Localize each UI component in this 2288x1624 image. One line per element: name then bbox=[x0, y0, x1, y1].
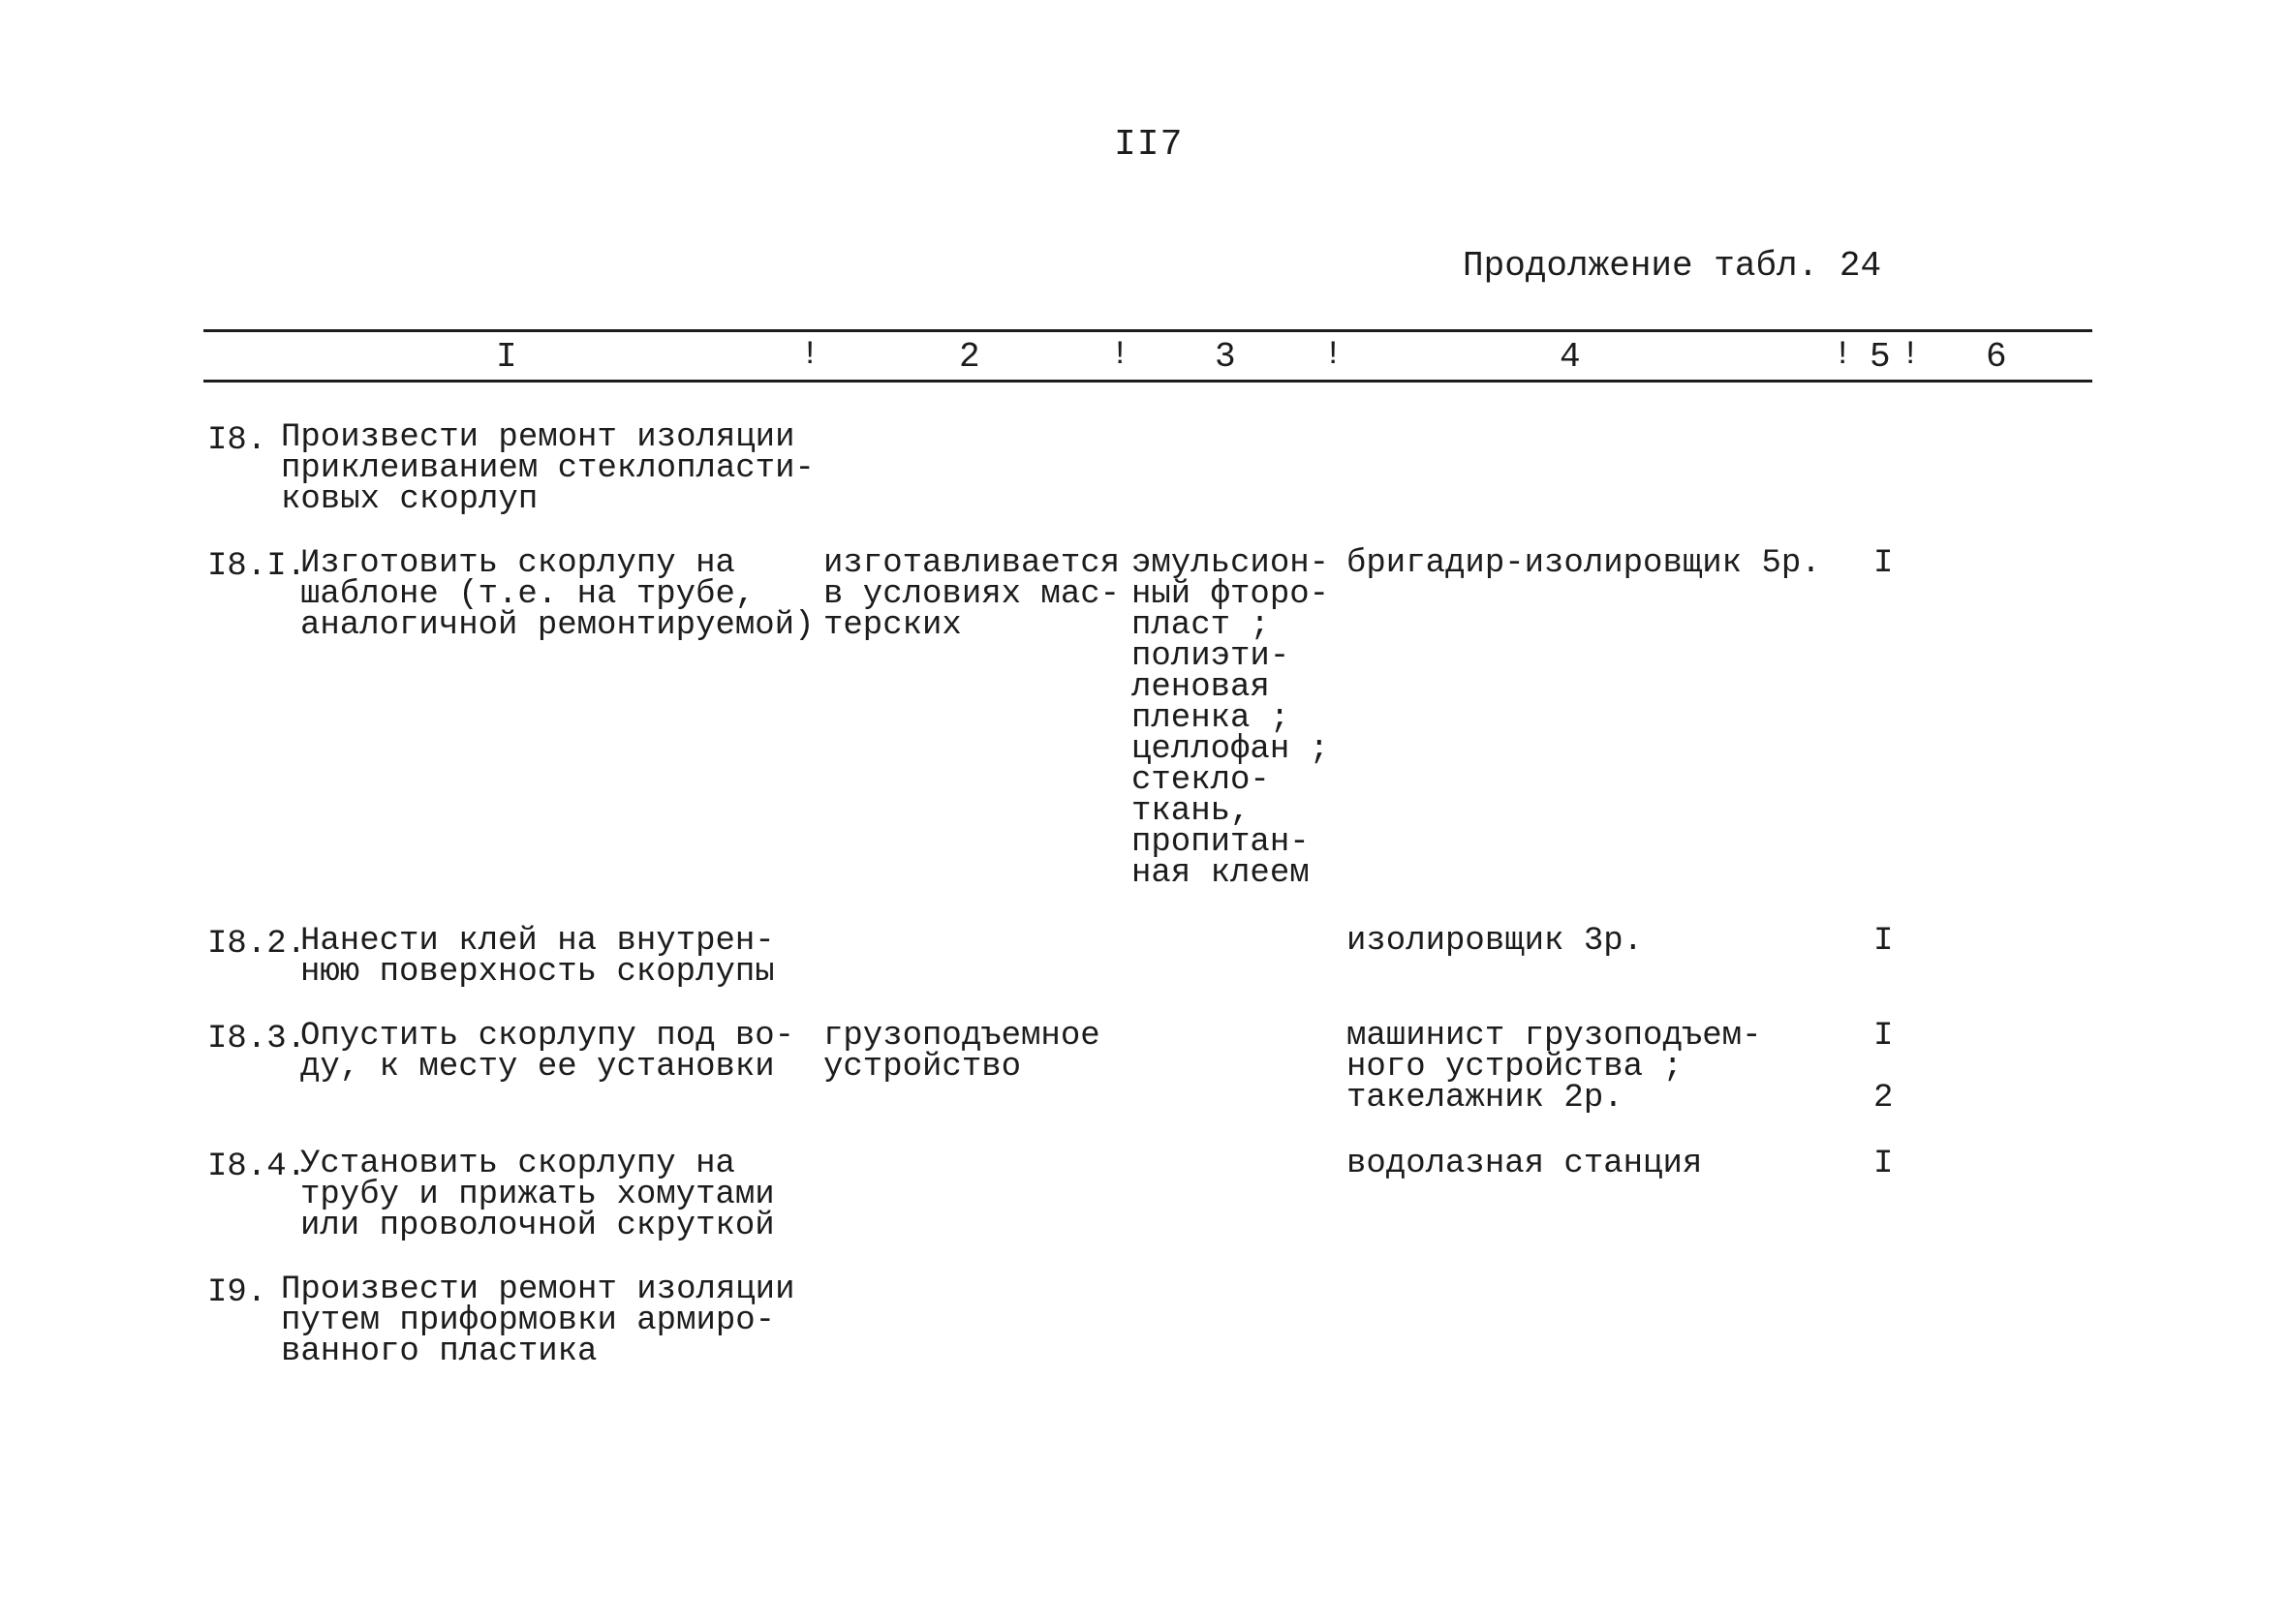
column-header-3: 3 bbox=[1215, 337, 1236, 377]
worker-count: I bbox=[1873, 1018, 1894, 1055]
operation-text: Произвести ремонт изоляции приклеиванием стеклопласти- ковых скорлуп bbox=[281, 419, 815, 518]
column-separator: ! bbox=[1833, 337, 1853, 374]
column-separator: ! bbox=[1323, 337, 1344, 374]
worker-count: I bbox=[1873, 1146, 1894, 1182]
equipment-text: грузоподъемное устройство bbox=[823, 1018, 1100, 1086]
row-number: I8.4. bbox=[207, 1149, 307, 1185]
column-separator: ! bbox=[800, 337, 820, 374]
column-header-5: 5 bbox=[1870, 337, 1891, 377]
operation-text: Нанести клей на внутрен- нюю поверхность скорлупы bbox=[300, 923, 775, 991]
row-number: I9. bbox=[207, 1274, 267, 1311]
row-number: I8.I. bbox=[207, 548, 307, 585]
worker-text: машинист грузоподъем- ного устройства ; такелажник 2р. bbox=[1346, 1018, 1762, 1117]
page-number: II7 bbox=[1114, 124, 1184, 166]
column-header-6: 6 bbox=[1986, 337, 2007, 377]
column-header-2: 2 bbox=[959, 337, 980, 377]
row-number: I8. bbox=[207, 422, 267, 459]
column-separator: ! bbox=[1901, 337, 1921, 374]
worker-text: водолазная станция bbox=[1346, 1146, 1703, 1182]
worker-text: изолировщик 3р. bbox=[1346, 923, 1644, 960]
table-top-rule bbox=[203, 329, 2092, 332]
row-number: I8.2. bbox=[207, 926, 307, 963]
column-header-1: I bbox=[496, 337, 517, 377]
operation-text: Опустить скорлупу под во- ду, к месту ее установки bbox=[300, 1018, 795, 1086]
worker-count: 2 bbox=[1873, 1080, 1894, 1117]
operation-text: Установить скорлупу на трубу и прижать хомутами или проволочной скруткой bbox=[300, 1146, 775, 1244]
table-continuation-caption: Продолжение табл. 24 bbox=[1463, 246, 1882, 286]
operation-text: Произвести ремонт изоляции путем приформовки армиро- ванного пластика bbox=[281, 1272, 795, 1370]
worker-text: бригадир-изолировщик 5р. bbox=[1346, 545, 1821, 582]
row-number: I8.3. bbox=[207, 1021, 307, 1057]
materials-text: эмульсион- ный фторо- пласт ; полиэти- леновая пленка ; целлофан ; стекло- ткань, пропитан- ная клеем bbox=[1131, 545, 1330, 892]
equipment-text: изготавливается в условиях мас- терских bbox=[823, 545, 1121, 644]
worker-count: I bbox=[1873, 545, 1894, 582]
worker-count: I bbox=[1873, 923, 1894, 960]
column-header-4: 4 bbox=[1560, 337, 1581, 377]
table-header-rule bbox=[203, 380, 2092, 383]
column-separator: ! bbox=[1110, 337, 1130, 374]
operation-text: Изготовить скорлупу на шаблоне (т.е. на трубе, аналогичной ремонтируемой) bbox=[300, 545, 815, 644]
